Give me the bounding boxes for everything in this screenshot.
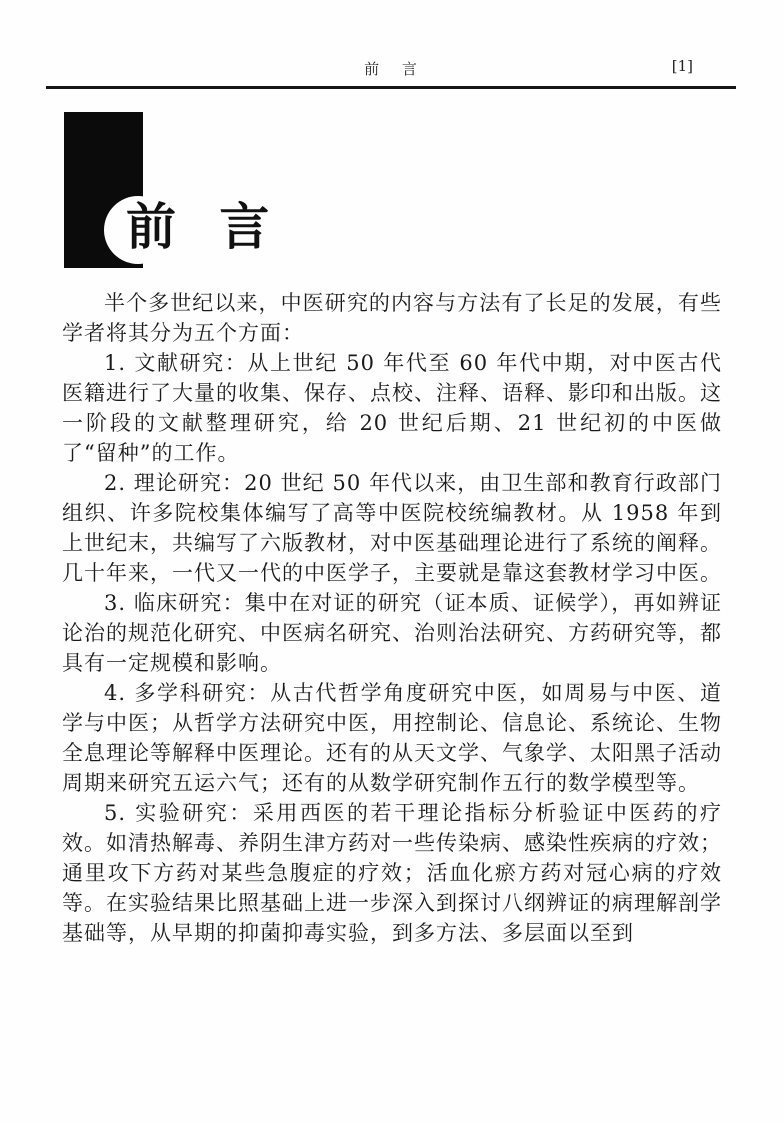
paragraph-intro: 半个多世纪以来，中医研究的内容与方法有了长足的发展，有些学者将其分为五个方面： (62, 291, 722, 345)
preface-body (62, 288, 722, 948)
header-divider-rule (46, 86, 736, 89)
paragraph-literature-research: 1. 文献研究：从上世纪 50 年代至 60 年代中期，对中医古代医籍进行了大量的收集、保存、点校、注释、语释、影印和出版。这一阶段的文献整理研究，给 20 世纪后期、21 世纪初的中医做了“留种”的工作。 (62, 351, 722, 465)
page-number: [1] (671, 57, 693, 75)
paragraph-multidisciplinary-research: 4. 多学科研究：从古代哲学角度研究中医，如周易与中医、道学与中医；从哲学方法研究中医，用控制论、信息论、系统论、生物全息理论等解释中医理论。还有的从天文学、气象学、太阳黑子活动周期来研究五运六气；还有的从数学研究制作五行的数学模型等。 (62, 681, 722, 795)
paragraph-clinical-research: 3. 临床研究：集中在对证的研究（证本质、证候学），再如辨证论治的规范化研究、中医病名研究、治则治法研究、方药研究等，都具有一定规模和影响。 (62, 591, 722, 675)
paragraph-theory-research: 2. 理论研究：20 世纪 50 年代以来，由卫生部和教育行政部门组织、许多院校集体编写了高等中医院校统编教材。从 1958 年到上世纪末，共编写了六版教材，对中医基础理论进行了系统的阐释。几十年来，一代又一代的中医学子，主要就是靠这套教材学习中医。 (62, 471, 722, 585)
running-head-title: 前 言 (364, 60, 419, 78)
paragraph-experimental-research: 5. 实验研究：采用西医的若干理论指标分析验证中医药的疗效。如清热解毒、养阴生津方药对一些传染病、感染性疾病的疗效；通里攻下方药对某些急腹症的疗效；活血化瘀方药对冠心病的疗效等。在实验结果比照基础上进一步深入到探讨八纲辨证的病理解剖学基础等，从早期的抑菌抑毒实验，到多方法、多层面以至到 (62, 801, 722, 945)
chapter-title: 前 言 (126, 197, 270, 256)
